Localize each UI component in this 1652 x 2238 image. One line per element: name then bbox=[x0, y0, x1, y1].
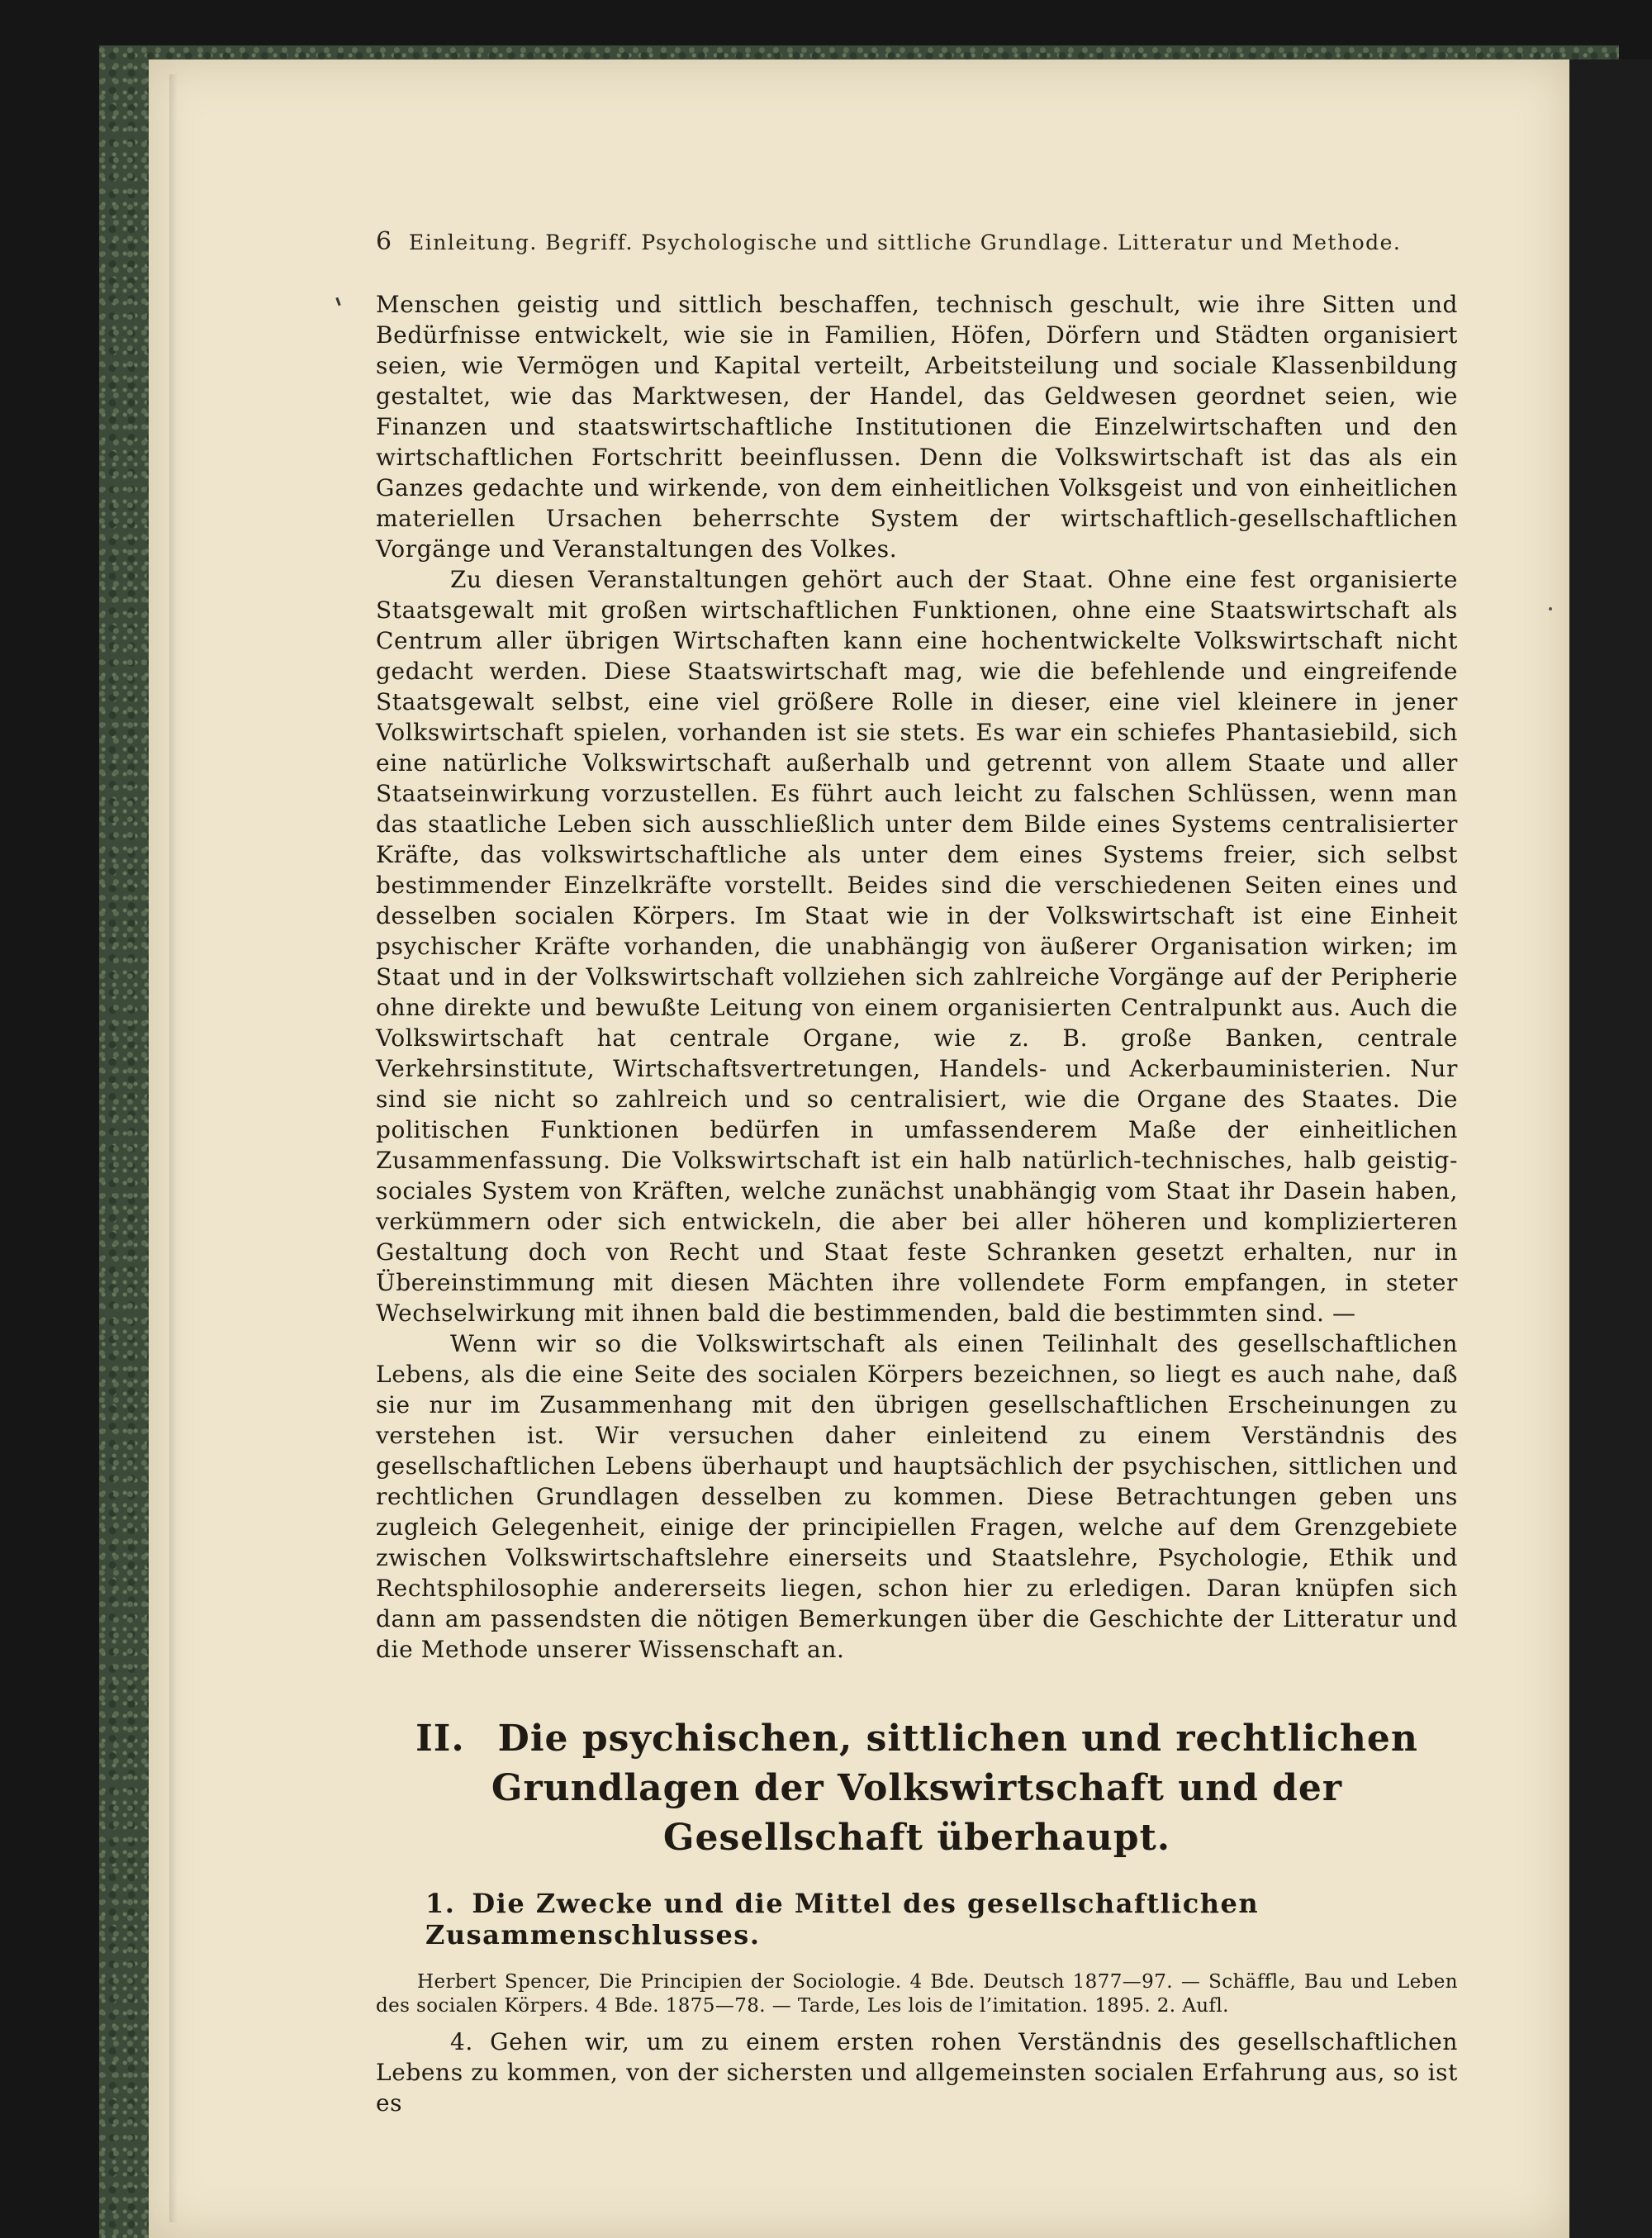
paragraph-gesellschaft: Wenn wir so die Volkswirtschaft als einen Teilinhalt des gesellschaftlichen Lebens, als die eine Seite des socialen Körpers bezeichnen, so liegt es auch nahe, daß sie nur im Zusammenhang mit den übrigen gesellschaftlichen Erscheinungen zu verstehen ist. Wir versuchen daher einleitend zu einem Verständnis des gesellschaftlichen Lebens überhaupt und hauptsächlich der psychischen, sittlichen und rechtlichen Grundlagen desselben zu kommen. Diese Betrachtungen geben uns zugleich Gelegenheit, einige der principiellen Fragen, welche auf dem Grenzgebiete zwischen Volkswirtschaftslehre einerseits und Staatslehre, Psychologie, Ethik und Rechtsphilosophie andererseits liegen, schon hier zu erledigen. Daran knüpfen sich dann am passendsten die nötigen Bemerkungen über die Geschichte der Litteratur und die Methode unserer Wissenschaft an. bbox=[376, 1330, 1458, 1663]
section-title: Die psychischen, sittlichen und rechtlichen Grundlagen der Volkswirtschaft und der Gesellschaft überhaupt. bbox=[491, 1718, 1418, 1859]
subsection-number: 1. bbox=[425, 1888, 456, 1919]
running-head-title: Einleitung. Begriff. Psychologische und sittliche Grundlage. Litteratur und Methode. bbox=[409, 230, 1402, 254]
subsection-heading bbox=[425, 1888, 1458, 1951]
section-number: II. bbox=[415, 1718, 465, 1760]
ink-dot bbox=[1549, 607, 1552, 611]
page-number: 6 bbox=[376, 227, 393, 256]
paragraph-staat: Zu diesen Veranstaltungen gehört auch der Staat. Ohne eine fest organisierte Staatsgewalt mit großen wirtschaftlichen Funktionen, ohne eine Staatswirtschaft als Centrum aller übrigen Wirtschaften kann eine hochentwickelte Volkswirtschaft nicht gedacht werden. Diese Staatswirtschaft mag, wie die befehlende und eingreifende Staatsgewalt selbst, eine viel größere Rolle in dieser, eine viel kleinere in jener Volkswirtschaft spielen, vorhanden ist sie stets. Es war ein schiefes Phantasiebild, sich eine natürliche Volkswirtschaft außerhalb und getrennt von allem Staate und aller Staatseinwirkung vorzustellen. Es führt auch leicht zu falschen Schlüssen, wenn man das staatliche Leben sich ausschließlich unter dem Bilde eines Systems centralisierter Kräfte, das volkswirtschaftliche als unter dem eines Systems freier, sich selbst bestimmender Einzelkräfte vorstellt. Beides sind die verschiedenen Seiten eines und desselben socialen Körpers. Im Staat wie in der Volkswirtschaft ist eine Einheit psychischer Kräfte vorhanden, die unabhängig von äußerer Organisation wirken; im Staat und in der Volkswirtschaft vollziehen sich zahlreiche Vorgänge auf der Peripherie ohne direkte und bewußte Leitung von einem organisierten Centralpunkt aus. Auch die Volkswirtschaft hat centrale Organe, wie z. B. große Banken, centrale Verkehrsinstitute, Wirtschaftsvertretungen, Handels- und Ackerbauministerien. Nur sind sie nicht so zahlreich und so centralisiert, wie die Organe des Staates. Die politischen Funktionen bedürfen in umfassenderem Maße der einheitlichen Zusammenfassung. Die Volkswirtschaft ist ein halb natürlich-technisches, halb geistig-sociales System von Kräften, welche zunächst unabhängig vom Staat ihr Dasein haben, verkümmern oder sich entwickeln, die aber bei aller höheren und komplizierteren Gestaltung doch von Recht und Staat feste Schranken gesetzt erhalten, nur in Übereinstimmung mit diesen Mächten ihre vollendete Form empfangen, in steter Wechselwirkung mit ihnen bald die bestimmenden, bald die bestimmten sind. — bbox=[376, 566, 1458, 1327]
page-content bbox=[376, 227, 1458, 2118]
literature-references: Herbert Spencer, Die Principien der Sociologie. 4 Bde. Deutsch 1877—97. — Schäffle, Bau und Leben des socialen Körpers. 4 Bde. 1875—78. — Tarde, Les lois de l’imitation. 1895. 2. Aufl. bbox=[376, 1971, 1458, 2017]
paragraph-numbered-4: 4. Gehen wir, um zu einem ersten rohen Verständnis des gesellschaftlichen Lebens zu kommen, von der sichersten und allgemeinsten socialen Erfahrung aus, so ist es bbox=[376, 2028, 1458, 2117]
section-heading bbox=[376, 1714, 1458, 1863]
paragraph-continuation: Menschen geistig und sittlich beschaffen, technisch geschult, wie ihre Sitten und Bedürfnisse entwickelt, wie sie in Familien, Höfen, Dörfern und Städten organisiert seien, wie Vermögen und Kapital verteilt, Arbeitsteilung und sociale Klassenbildung gestaltet, wie das Marktwesen, der Handel, das Geldwesen geordnet seien, wie Finanzen und staatswirtschaftliche Institutionen die Einzelwirtschaften und den wirtschaftlichen Fortschritt beeinflussen. Denn die Volkswirtschaft ist das als ein Ganzes gedachte und wirkende, von dem einheitlichen Volksgeist und von einheitlichen materiellen Ursachen beherrschte System der wirtschaftlich-gesellschaftlichen Vorgänge und Veranstaltungen des Volkes. bbox=[376, 291, 1458, 563]
page-gutter-shadow bbox=[169, 74, 178, 2222]
subsection-title: Die Zwecke und die Mittel des gesellschaftlichen Zusammenschlusses. bbox=[425, 1888, 1260, 1951]
scan-background bbox=[1569, 59, 1652, 2238]
running-header bbox=[376, 227, 1458, 256]
